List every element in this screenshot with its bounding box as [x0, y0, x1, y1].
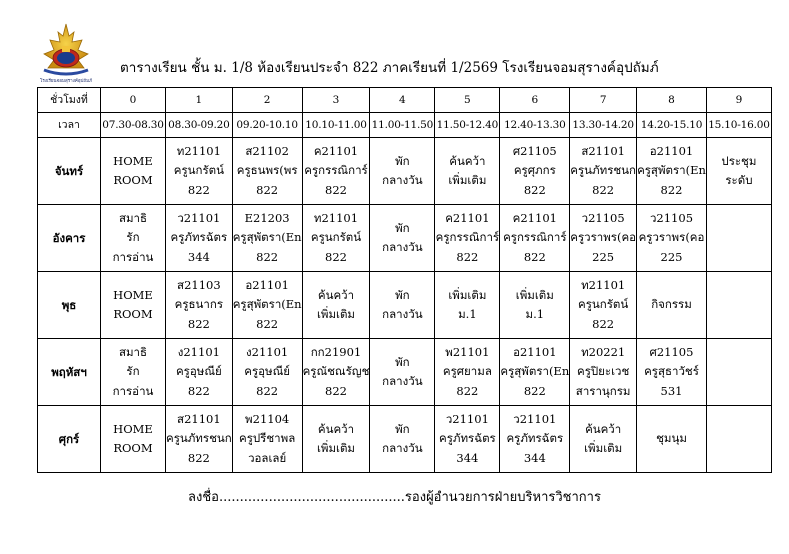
cell-line: HOME: [113, 421, 153, 436]
period-number: 9: [706, 88, 771, 113]
cell-line: ครูอุษณีย์: [175, 364, 222, 379]
cell-line: ส21101: [581, 143, 625, 158]
schedule-cell: [706, 138, 771, 205]
cell-line: ครูกรรณิการ์: [435, 230, 500, 245]
cell-line: 822: [592, 316, 615, 331]
cell-line: พ21101: [445, 344, 490, 359]
period-number: 3: [302, 88, 370, 113]
cell-line: ว21105: [581, 210, 625, 225]
school-emblem-icon: [38, 22, 94, 84]
period-number: 0: [101, 88, 166, 113]
cell-line: ครูศุภกร: [513, 163, 556, 178]
time-slot: 11.50-12.40: [435, 113, 500, 138]
schedule-cell: [500, 339, 570, 406]
cell-line: ครูนภัทรชนก: [166, 431, 232, 446]
time-slot: 11.00-11.50: [370, 113, 435, 138]
schedule-cell: [232, 205, 302, 272]
cell-line: 822: [325, 383, 347, 398]
schedule-cell: [500, 272, 570, 339]
schedule-cell: [706, 339, 771, 406]
schedule-cell: [302, 205, 370, 272]
schedule-cell: [370, 205, 435, 272]
schedule-cell: [302, 272, 370, 339]
cell-line: ครูภัทรฉัตร: [439, 431, 496, 446]
cell-line: พัก: [395, 220, 410, 235]
cell-line: ส21101: [177, 411, 221, 426]
schedule-cell: [637, 205, 707, 272]
cell-line: ท21101: [313, 210, 359, 225]
cell-line: ครูกรรณิการ์: [304, 163, 368, 178]
schedule-cell: [500, 205, 570, 272]
cell-line: 822: [456, 383, 479, 398]
cell-line: ศ21105: [512, 143, 557, 158]
time-slot: 09.20-10.10: [232, 113, 302, 138]
cell-line: พัก: [395, 421, 410, 436]
cell-line: ครูนกรัตน์: [310, 230, 362, 245]
time-slot: 13.30-14.20: [570, 113, 637, 138]
cell-line: ครูอุษณีย์: [244, 364, 291, 379]
schedule-cell: [101, 339, 166, 406]
cell-line: ท20221: [581, 344, 626, 359]
schedule-cell: [101, 272, 166, 339]
cell-line: 822: [523, 249, 546, 264]
cell-line: ครูวราพร(คอ: [638, 230, 705, 245]
cell-line: ค้นคว้า: [585, 421, 622, 436]
cell-line: 344: [187, 249, 210, 264]
cell-line: HOME: [113, 287, 153, 302]
cell-line: ว21101: [513, 411, 557, 426]
cell-line: พัก: [395, 287, 410, 302]
cell-line: ROOM: [113, 173, 153, 187]
cell-line: พัก: [395, 354, 410, 369]
schedule-cell: [166, 205, 233, 272]
cell-line: ง21101: [177, 344, 220, 359]
schedule-cell: [370, 339, 435, 406]
day-name: พฤหัสฯ: [38, 339, 101, 406]
schedule-cell: [435, 406, 500, 473]
cell-line: ม.1: [525, 307, 545, 321]
cell-line: ส21102: [245, 143, 289, 158]
day-row: [38, 138, 772, 205]
schedule-cell: [637, 406, 707, 473]
cell-line: พ21104: [245, 411, 290, 426]
schedule-cell: [370, 138, 435, 205]
cell-line: ค21101: [313, 143, 359, 158]
cell-line: ศ21105: [649, 344, 694, 359]
cell-line: 225: [592, 249, 615, 264]
day-row: [38, 406, 772, 473]
time-slot: 14.20-15.10: [637, 113, 707, 138]
cell-line: วอลเลย์: [248, 450, 287, 465]
cell-line: ม.1: [458, 307, 477, 321]
cell-line: E21203: [244, 210, 290, 225]
cell-line: เพิ่มเติม: [448, 173, 487, 187]
schedule-cell: [570, 339, 637, 406]
schedule-cell: [101, 406, 166, 473]
period-number: 7: [570, 88, 637, 113]
cell-line: เพิ่มเติม: [448, 287, 487, 302]
cell-line: ว21105: [649, 210, 694, 225]
cell-line: 822: [523, 383, 546, 398]
logo-caption: โรงเรียนจอมสุรางค์อุปถัมภ์: [39, 79, 93, 84]
period-header-row: [38, 88, 772, 113]
cell-line: 822: [187, 383, 210, 398]
schedule-cell: [570, 138, 637, 205]
cell-line: 225: [660, 249, 683, 264]
cell-line: ครูณัชณรัญช: [302, 364, 370, 379]
schedule-cell: [302, 339, 370, 406]
cell-line: สารานุกรม: [575, 383, 631, 398]
cell-line: ครูสุพัตรา(En: [232, 297, 302, 312]
cell-line: ครูวราพร(คอ: [570, 230, 637, 245]
cell-line: กลางวัน: [382, 173, 423, 187]
day-row: [38, 272, 772, 339]
cell-line: 822: [256, 249, 279, 264]
cell-line: ชุมนุม: [656, 431, 687, 446]
cell-line: 344: [523, 450, 546, 465]
cell-line: ครูธนากร: [174, 297, 224, 312]
day-row: [38, 205, 772, 272]
cell-line: สมาธิ: [118, 344, 148, 359]
cell-line: ครูสุพัตรา(En: [500, 364, 570, 379]
cell-line: 822: [523, 182, 546, 197]
cell-line: ครูปิยะเวช: [577, 364, 630, 379]
schedule-cell: [166, 272, 233, 339]
cell-line: ค21101: [512, 210, 557, 225]
schedule-cell: [435, 339, 500, 406]
cell-line: กลางวัน: [382, 240, 423, 254]
time-header-row: [38, 113, 772, 138]
cell-line: ท21101: [176, 143, 221, 158]
timetable: [37, 87, 772, 473]
cell-line: ประชุม: [721, 153, 757, 168]
schedule-cell: [166, 406, 233, 473]
period-number: 4: [370, 88, 435, 113]
cell-line: 822: [660, 182, 683, 197]
time-slot: 10.10-11.00: [302, 113, 370, 138]
schedule-cell: [232, 339, 302, 406]
cell-line: กิจกรรม: [651, 297, 692, 312]
day-name: พุธ: [38, 272, 101, 339]
period-number: 5: [435, 88, 500, 113]
day-row: [38, 339, 772, 406]
day-name: อังคาร: [38, 205, 101, 272]
cell-line: ROOM: [113, 307, 153, 321]
cell-line: ครูสุพัตรา(En: [232, 230, 302, 245]
cell-line: ครูนกรัตน์: [173, 163, 224, 178]
schedule-cell: [302, 406, 370, 473]
cell-line: ครูนภัทรชนก: [570, 163, 636, 178]
time-header-label: เวลา: [38, 113, 101, 138]
cell-line: ครูศยามล: [442, 364, 492, 379]
schedule-cell: [435, 272, 500, 339]
time-slot: 12.40-13.30: [500, 113, 570, 138]
cell-line: เพิ่มเติม: [515, 287, 554, 302]
cell-line: ว21101: [177, 210, 221, 225]
schedule-cell: [232, 406, 302, 473]
cell-line: รัก: [126, 364, 140, 379]
day-name: ศุกร์: [38, 406, 101, 473]
schedule-cell: [570, 406, 637, 473]
schedule-cell: [706, 205, 771, 272]
schedule-cell: [370, 406, 435, 473]
cell-line: ครูปรีชาพล: [239, 431, 296, 446]
cell-line: 822: [187, 182, 210, 197]
cell-line: 822: [592, 182, 615, 197]
cell-line: ระดับ: [725, 173, 753, 187]
schedule-cell: [637, 138, 707, 205]
cell-line: ครูภัทรฉัตร: [506, 431, 564, 446]
time-slot: 07.30-08.30: [101, 113, 166, 138]
schedule-cell: [101, 138, 166, 205]
time-slot: 15.10-16.00: [706, 113, 771, 138]
cell-line: ครูกรรณิการ์: [503, 230, 567, 245]
cell-line: อ21101: [649, 143, 694, 158]
cell-line: 822: [256, 182, 279, 197]
cell-line: ค้นคว้า: [317, 287, 355, 302]
cell-line: สมาธิ: [118, 210, 148, 225]
cell-line: ROOM: [113, 441, 153, 455]
period-number: 2: [232, 88, 302, 113]
cell-line: อ21101: [245, 277, 289, 292]
schedule-cell: [500, 406, 570, 473]
period-number: 1: [166, 88, 233, 113]
cell-line: 822: [325, 249, 347, 264]
schedule-cell: [706, 272, 771, 339]
cell-line: กก21901: [310, 344, 362, 359]
day-name: จันทร์: [38, 138, 101, 205]
period-number: 8: [637, 88, 707, 113]
cell-line: 822: [187, 316, 210, 331]
cell-line: ท21101: [581, 277, 626, 292]
cell-line: HOME: [113, 153, 153, 168]
cell-line: ว21101: [445, 411, 489, 426]
schedule-cell: [570, 272, 637, 339]
schedule-cell: [637, 272, 707, 339]
cell-line: 822: [187, 450, 210, 465]
cell-line: 344: [456, 450, 479, 465]
schedule-cell: [637, 339, 707, 406]
cell-line: รัก: [126, 230, 140, 245]
schedule-cell: [166, 339, 233, 406]
cell-line: 822: [456, 249, 479, 264]
schedule-cell: [101, 205, 166, 272]
schedule-cell: [435, 138, 500, 205]
cell-line: ค้นคว้า: [449, 153, 486, 168]
cell-line: เพิ่มเติม: [316, 307, 356, 321]
signature-line: ลงชื่อ.............................................รองผู้อำนวยการฝ่ายบริหารวิชาการ: [188, 490, 601, 505]
cell-line: ส21103: [177, 277, 221, 292]
cell-line: การอ่าน: [112, 383, 154, 398]
schedule-cell: [500, 138, 570, 205]
schedule-cell: [706, 406, 771, 473]
cell-line: 531: [660, 383, 683, 398]
cell-line: ครูสุธาวัชร์: [644, 364, 699, 379]
schedule-cell: [302, 138, 370, 205]
schedule-cell: [166, 138, 233, 205]
cell-line: เพิ่มเติม: [316, 441, 356, 455]
cell-line: พัก: [395, 153, 410, 168]
cell-line: ครูนกรัตน์: [578, 297, 629, 312]
schedule-cell: [570, 205, 637, 272]
schedule-cell: [232, 272, 302, 339]
cell-line: 822: [325, 182, 347, 197]
cell-line: ครูสุพัตรา(En: [637, 163, 706, 178]
period-number: 6: [500, 88, 570, 113]
cell-line: กลางวัน: [382, 374, 423, 388]
cell-line: การอ่าน: [112, 249, 154, 264]
cell-line: เพิ่มเติม: [584, 441, 623, 455]
cell-line: 822: [256, 316, 279, 331]
schedule-cell: [370, 272, 435, 339]
cell-line: กลางวัน: [382, 441, 423, 455]
cell-line: ครูภัทรฉัตร: [170, 230, 228, 245]
cell-line: อ21101: [513, 344, 557, 359]
time-slot: 08.30-09.20: [166, 113, 233, 138]
cell-line: ค้นคว้า: [317, 421, 355, 436]
schedule-cell: [232, 138, 302, 205]
cell-line: 822: [256, 383, 279, 398]
schedule-cell: [435, 205, 500, 272]
period-header-label: ชั่วโมงที่: [38, 88, 101, 113]
cell-line: กลางวัน: [382, 307, 423, 321]
page-title: ตารางเรียน ชั้น ม. 1/8 ห้องเรียนประจำ 822 ภาคเรียนที่ 1/2569 โรงเรียนจอมสุรางค์อุปถัมภ์: [120, 60, 659, 76]
cell-line: ครูธนพร(พร: [236, 163, 298, 178]
cell-line: ง21101: [246, 344, 289, 359]
cell-line: ค21101: [445, 210, 490, 225]
